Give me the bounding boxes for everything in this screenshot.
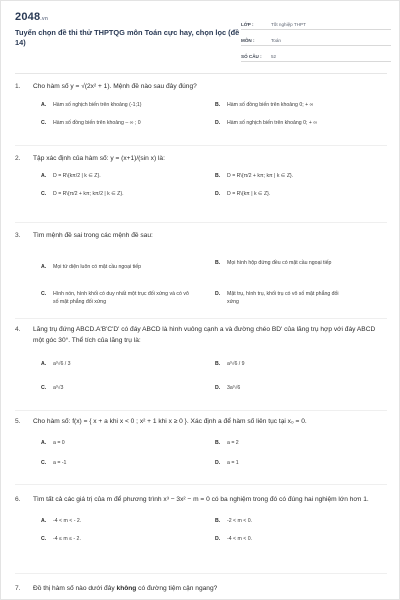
meta-row-class (241, 15, 391, 30)
meta-row-question-count (241, 47, 391, 62)
meta-value: 52 (271, 54, 277, 59)
option-letter: B. (215, 173, 221, 179)
option-letter: D. (215, 191, 221, 197)
option-d[interactable] (215, 290, 345, 306)
option-d[interactable] (215, 190, 387, 198)
option-letter: B. (215, 102, 221, 108)
option-c[interactable] (41, 119, 211, 127)
option-text: a³√6 / 9 (227, 361, 245, 367)
document-title: Tuyển chọn đề thi thử THPTQG môn Toán cực hay, chọn lọc (đề 14) (15, 28, 240, 47)
option-text: Mọi tứ diện luôn có mặt cầu ngoại tiếp (53, 264, 141, 270)
option-text: a = 0 (53, 440, 65, 446)
option-letter: C. (41, 385, 47, 391)
question-7 (15, 583, 387, 594)
question-separator (15, 484, 387, 485)
meta-value: Tốt nghiệp THPT (271, 22, 306, 27)
option-c[interactable] (41, 190, 211, 198)
option-a[interactable] (41, 517, 211, 525)
option-text: -2 < m < 0. (227, 518, 253, 524)
answer-options (41, 505, 387, 545)
option-b[interactable] (215, 439, 387, 447)
question-stem (15, 494, 387, 505)
option-text: Mọi hình hộp đứng đều có mặt cầu ngoại tiếp (227, 260, 332, 266)
option-letter: A. (41, 264, 47, 270)
answer-options (41, 346, 387, 402)
stem-suffix: có đường tiệm cận ngang? (138, 585, 218, 592)
question-stem (15, 583, 387, 594)
option-text: Hình nón, hình khối có duy nhất một trục đối xứng và có vô số mặt phẳng đối xứng (53, 291, 189, 305)
option-letter: D. (215, 291, 221, 297)
worksheet-header (15, 11, 387, 61)
option-text: D = R\{kπ/2 | k ∈ Z}. (53, 173, 101, 179)
question-6 (15, 494, 387, 545)
question-separator (15, 222, 387, 223)
option-a[interactable] (41, 360, 211, 368)
option-d[interactable] (215, 384, 387, 392)
option-a[interactable] (41, 263, 211, 271)
option-text: a = 1 (227, 460, 239, 466)
brand-name: 2048 (15, 11, 41, 23)
meta-info (241, 15, 391, 63)
question-1 (15, 81, 387, 128)
option-b[interactable] (215, 360, 387, 368)
option-text: Mặt trụ, hình trụ, khối trụ có vô số mặt phẳng đối xứng (227, 291, 339, 305)
question-number: 5. (15, 418, 21, 425)
question-text: Cho hàm số: f(x) = { x + a khi x < 0 ; x² + 1 khi x ≥ 0 }. Xác định a để hàm số liên tục tại x₀ = 0. (33, 418, 307, 425)
option-text: Hàm số nghịch biến trên khoảng 0; + ∞ (227, 120, 318, 126)
question-number: 7. (15, 585, 21, 592)
option-letter: A. (41, 173, 47, 179)
question-number: 6. (15, 496, 21, 503)
question-stem (15, 324, 387, 346)
question-stem (15, 81, 387, 92)
option-text: -4 < m < 0. (227, 536, 253, 542)
option-letter: C. (41, 536, 47, 542)
question-number: 4. (15, 326, 21, 333)
option-letter: C. (41, 120, 47, 126)
question-separator (15, 318, 387, 319)
option-d[interactable] (215, 535, 387, 543)
question-number: 1. (15, 83, 21, 90)
option-letter: A. (41, 361, 47, 367)
question-separator (15, 573, 387, 574)
option-letter: C. (41, 460, 47, 466)
question-stem (15, 230, 387, 241)
question-stem (15, 416, 387, 427)
option-letter: B. (215, 260, 221, 266)
option-letter: B. (215, 440, 221, 446)
answer-options (41, 92, 387, 128)
option-a[interactable] (41, 439, 211, 447)
question-number: 3. (15, 232, 21, 239)
option-text: D = R\{kπ | k ∈ Z}. (227, 191, 271, 197)
question-5 (15, 416, 387, 471)
question-text: Tập xác định của hàm số: y = (x+1)/(sin x) là: (33, 155, 165, 162)
option-d[interactable] (215, 459, 387, 467)
answer-options (41, 164, 387, 200)
option-text: a³√3 (53, 385, 64, 391)
option-d[interactable] (215, 119, 387, 127)
question-stem (15, 153, 387, 164)
question-text (33, 583, 387, 594)
question-4 (15, 324, 387, 402)
option-text: a³√6 / 3 (53, 361, 71, 367)
meta-label: LỚP : (241, 22, 254, 27)
option-letter: A. (41, 440, 47, 446)
option-letter: A. (41, 102, 47, 108)
question-text: Tìm mệnh đề sai trong các mệnh đề sau: (33, 232, 153, 239)
question-separator (15, 145, 387, 146)
option-b[interactable] (215, 259, 345, 267)
question-text: Lăng trụ đứng ABCD.A'B'C'D' có đáy ABCD là hình vuông cạnh a và đường chéo BD' của lăng trụ hợp với đáy ABCD một góc 30°. Thể tích của lăng trụ là: (33, 326, 376, 344)
question-text: Tìm tất cả các giá trị của m để phương trình x³ − 3x² − m = 0 có ba nghiệm trong đó có đúng hai nghiệm lớn hơn 1. (33, 496, 369, 503)
option-text: 3a³√6 (227, 385, 241, 391)
option-letter: A. (41, 518, 47, 524)
option-c[interactable] (41, 290, 191, 306)
meta-row-subject (241, 31, 391, 46)
option-letter: D. (215, 536, 221, 542)
stem-prefix: Đồ thị hàm số nào dưới đây (33, 585, 115, 592)
option-a[interactable] (41, 101, 211, 109)
option-letter: B. (215, 361, 221, 367)
question-3 (15, 230, 387, 313)
option-letter: C. (41, 191, 47, 197)
option-text: -4 < m < - 2. (53, 518, 82, 524)
option-text: Hàm số đồng biến trên khoảng – ∞ ; 0 (53, 120, 141, 126)
header-divider (15, 73, 387, 74)
option-letter: D. (215, 120, 221, 126)
option-text: Hàm số đồng biến trên khoảng 0; + ∞ (227, 102, 314, 108)
brand-suffix: .vn (40, 16, 49, 22)
option-text: D = R\{π/2 + kπ; kπ | k ∈ Z}. (227, 173, 294, 179)
question-separator (15, 410, 387, 411)
option-text: -4 ≤ m ≤ - 2. (53, 536, 81, 542)
option-b[interactable] (215, 101, 387, 109)
option-text: a = 2 (227, 440, 239, 446)
answer-options (41, 427, 387, 471)
option-text: Hàm số nghịch biến trên khoảng (-1;1) (53, 102, 142, 108)
option-b[interactable] (215, 172, 387, 180)
question-number: 2. (15, 155, 21, 162)
option-c[interactable] (41, 459, 211, 467)
question-text: Cho hàm số y = √(2x² + 1). Mệnh đề nào sau đây đúng? (33, 83, 197, 90)
option-letter: C. (41, 291, 47, 297)
meta-value: Toán (271, 38, 281, 43)
option-letter: D. (215, 460, 221, 466)
option-text: D = R\{π/2 + kπ; kπ/2 | k ∈ Z}. (53, 191, 124, 197)
stem-emphasis: không (116, 585, 137, 592)
option-text: a = -1 (53, 460, 67, 466)
option-letter: D. (215, 385, 221, 391)
option-letter: B. (215, 518, 221, 524)
meta-label: MÔN : (241, 38, 255, 43)
option-a[interactable] (41, 172, 211, 180)
option-c[interactable] (41, 535, 211, 543)
option-b[interactable] (215, 517, 387, 525)
question-2 (15, 153, 387, 200)
option-c[interactable] (41, 384, 211, 392)
answer-options (41, 241, 387, 313)
meta-label: SỐ CÂU : (241, 54, 262, 59)
